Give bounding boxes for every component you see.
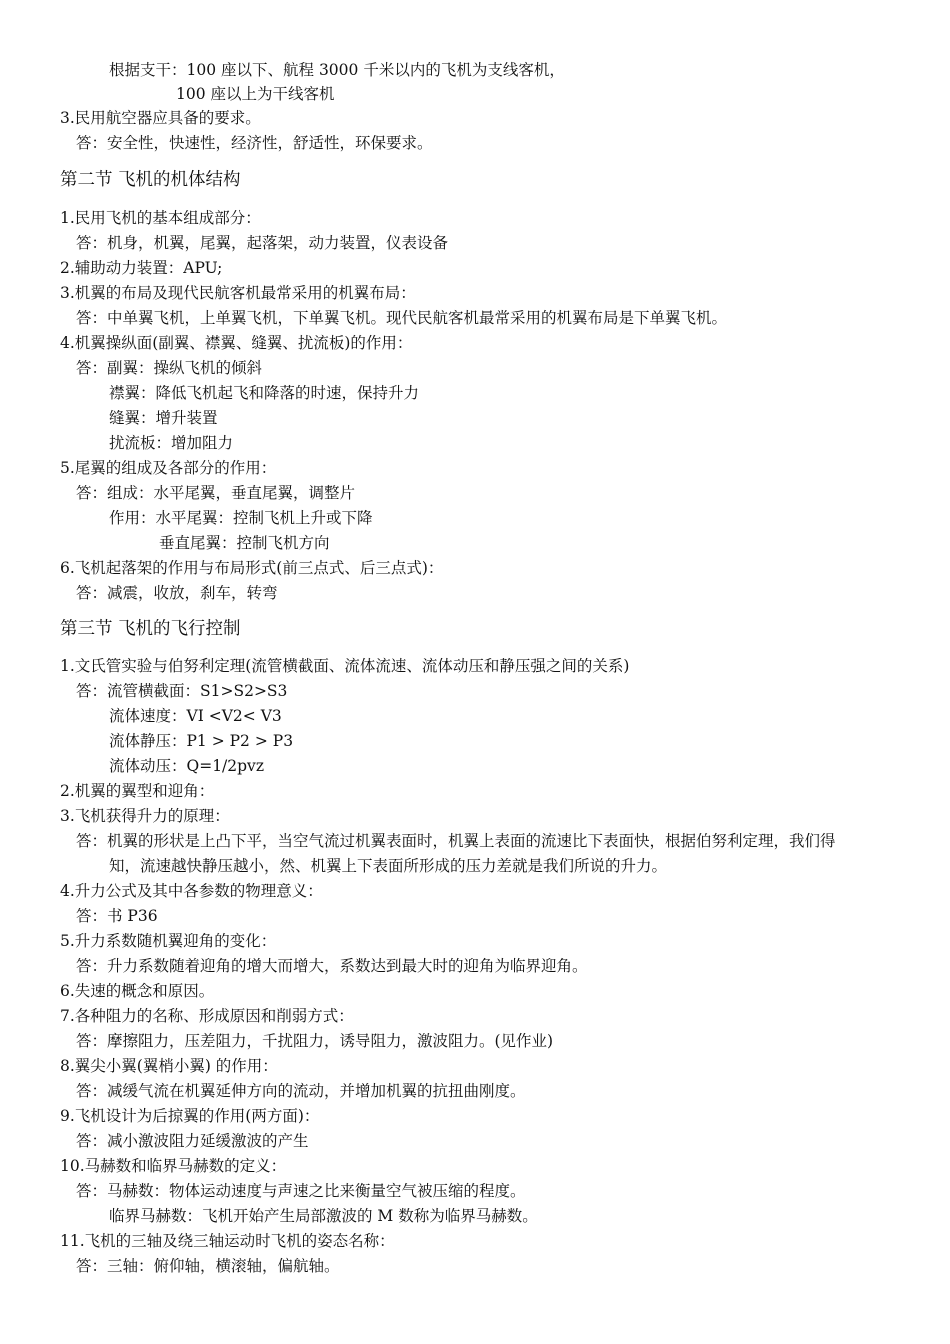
text-line: 答：摩擦阻力，压差阻力，千扰阻力，诱导阻力，激波阻力。(见作业)	[76, 1032, 554, 1050]
text-line: 答：减小激波阻力延缓激波的产生	[76, 1132, 309, 1150]
text-line: 襟翼：降低飞机起飞和降落的时速，保持升力	[109, 384, 420, 402]
text-line: 知，流速越快静压越小，然、机翼上下表面所形成的压力差就是我们所说的升力。	[109, 857, 668, 875]
text-line: 7.各种阻力的名称、形成原因和削弱方式：	[60, 1007, 354, 1025]
text-line: 扰流板：增加阻力	[109, 434, 234, 452]
text-line: 10.马赫数和临界马赫数的定义：	[60, 1157, 287, 1175]
text-line: 1.民用飞机的基本组成部分：	[60, 209, 261, 227]
section-heading: 第二节 飞机的机体结构	[60, 170, 241, 190]
text-line: 答：三轴：俯仰轴，横滚轴，偏航轴。	[76, 1257, 340, 1275]
text-line: 3.飞机获得升力的原理：	[60, 807, 230, 825]
text-line: 5.尾翼的组成及各部分的作用：	[60, 459, 277, 477]
text-line: 作用：水平尾翼：控制飞机上升或下降	[109, 509, 373, 527]
section-heading: 第三节 飞机的飞行控制	[60, 619, 241, 639]
text-line: 答：安全性，快速性，经济性，舒适性，环保要求。	[76, 134, 433, 152]
text-line: 答：副翼：操纵飞机的倾斜	[76, 359, 263, 377]
text-line: 流体静压：P1 > P2 > P3	[109, 732, 294, 750]
text-line: 1.文氏管实验与伯努利定理(流管横截面、流体流速、流体动压和静压强之间的关系)	[60, 657, 630, 675]
text-line: 11.飞机的三轴及绕三轴运动时飞机的姿态名称：	[60, 1232, 395, 1250]
text-line: 答：升力系数随着迎角的增大而增大，系数达到最大时的迎角为临界迎角。	[76, 957, 588, 975]
text-line: 答：中单翼飞机，上单翼飞机，下单翼飞机。现代民航客机最常采用的机翼布局是下单翼飞机。	[76, 309, 728, 327]
text-line: 6.失速的概念和原因。	[60, 982, 215, 1000]
text-line: 答：机身，机翼，尾翼，起落架，动力装置，仪表设备	[76, 234, 449, 252]
text-line: 临界马赫数：飞机开始产生局部激波的 M 数称为临界马赫数。	[109, 1207, 538, 1225]
text-line: 答：流管横截面：S1>S2>S3	[76, 682, 288, 700]
text-line: 答：减缓气流在机翼延伸方向的流动，并增加机翼的抗扭曲刚度。	[76, 1082, 526, 1100]
text-line: 流体动压：Q=1/2pvz	[109, 757, 264, 775]
text-line: 4.升力公式及其中各参数的物理意义：	[60, 882, 323, 900]
text-line: 答：减震，收放，刹车，转弯	[76, 584, 278, 602]
text-line: 答：书 P36	[76, 907, 158, 925]
text-line: 垂直尾翼：控制飞机方向	[159, 534, 330, 552]
text-line: 2.机翼的翼型和迎角：	[60, 782, 215, 800]
text-line: 8.翼尖小翼(翼梢小翼) 的作用：	[60, 1057, 278, 1075]
text-line: 答：马赫数：物体运动速度与声速之比来衡量空气被压缩的程度。	[76, 1182, 526, 1200]
text-line: 缝翼：增升装置	[109, 409, 218, 427]
text-line: 9.飞机设计为后掠翼的作用(两方面)：	[60, 1107, 320, 1125]
text-line: 流体速度：VI <V2< V3	[109, 707, 282, 725]
text-line: 2.辅助动力装置：APU;	[60, 259, 223, 277]
text-line: 4.机翼操纵面(副翼、襟翼、缝翼、扰流板)的作用：	[60, 334, 413, 352]
text-line: 6.飞机起落架的作用与布局形式(前三点式、后三点式)：	[60, 559, 444, 577]
text-line: 3.机翼的布局及现代民航客机最常采用的机翼布局：	[60, 284, 416, 302]
text-line: 根据支干：100 座以下、航程 3000 千米以内的飞机为支线客机，	[109, 61, 565, 79]
text-line: 5.升力系数随机翼迎角的变化：	[60, 932, 277, 950]
text-line: 答：机翼的形状是上凸下平，当空气流过机翼表面时，机翼上表面的流速比下表面快，根据伯努利定理，我们得	[76, 832, 836, 850]
text-line: 100 座以上为干线客机	[176, 85, 335, 103]
text-line: 3.民用航空器应具备的要求。	[60, 109, 261, 127]
text-line: 答：组成：水平尾翼，垂直尾翼，调整片	[76, 484, 356, 502]
